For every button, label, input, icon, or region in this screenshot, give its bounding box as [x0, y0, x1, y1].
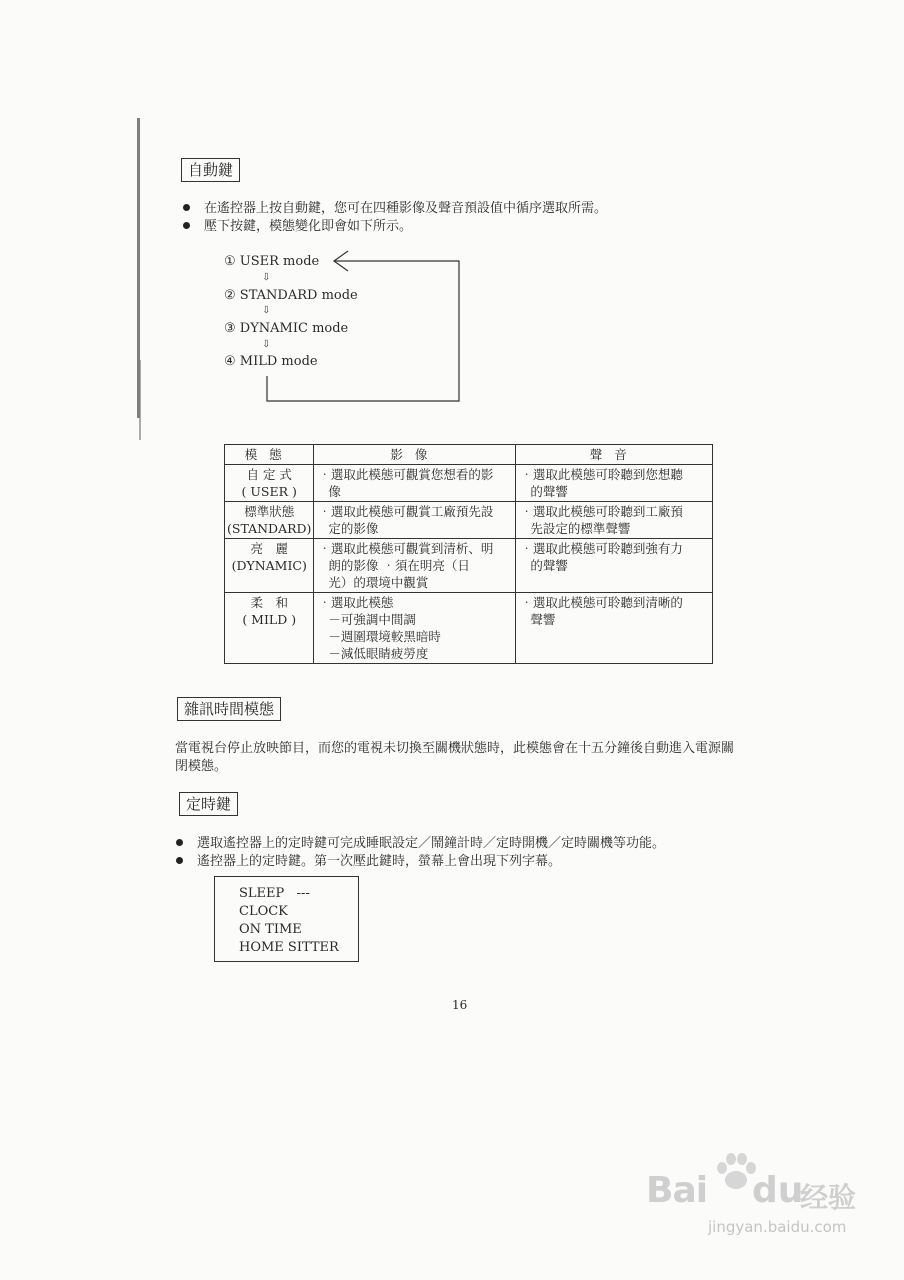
cell-line: 的聲響: [530, 558, 568, 573]
cycle-return-arrow-icon: [260, 250, 465, 405]
mode-name-en: ( MILD ): [242, 612, 297, 627]
table-header-row: [225, 445, 713, 465]
cell-line: －可強調中間調: [328, 612, 416, 627]
auto-key-bullet-1: [183, 201, 607, 217]
timer-screen-display: [214, 876, 359, 962]
cell-line: ‧選取此模態可聆聽到清晰的: [520, 595, 683, 610]
bullet-dot: [183, 204, 190, 211]
mode-cell: [225, 502, 314, 539]
cell-line: ‧選取此模態可觀賞到清析、明: [318, 541, 494, 556]
mode-name-en: (STANDARD): [227, 521, 312, 536]
watermark-url: jingyan.baidu.com: [708, 1218, 847, 1236]
watermark-logo-bai: Bai: [646, 1170, 708, 1211]
timer-key-bullet-1: [176, 836, 665, 852]
picture-cell: [314, 593, 516, 664]
mode-name: 亮 麗: [250, 541, 288, 556]
cell-line: 光）的環境中觀賞: [328, 575, 429, 590]
header-mode: 模態: [225, 445, 314, 465]
sound-cell: [516, 502, 713, 539]
picture-cell: [314, 502, 516, 539]
watermark-logo-cn: 经验: [800, 1181, 857, 1214]
cell-line: 先設定的標準聲響: [530, 521, 631, 536]
header-picture: 影像: [314, 445, 516, 465]
mode-standard: ② STANDARD mode: [224, 288, 358, 303]
screen-line-on-time: ON TIME: [239, 922, 302, 937]
bullet-text: 選取遙控器上的定時鍵可完成睡眠設定／鬧鐘計時／定時開機／定時關機等功能。: [197, 836, 666, 851]
mode-name-en: ( USER ): [241, 484, 297, 499]
mode-dynamic: ③ DYNAMIC mode: [224, 321, 349, 336]
sound-cell: [516, 593, 713, 664]
picture-cell: [314, 465, 516, 502]
mode-name: 柔 和: [250, 595, 288, 610]
noise-mode-heading: 雜訊時間模態: [177, 697, 281, 721]
screen-line-sleep: SLEEP ---: [239, 886, 310, 901]
cell-line: ‧選取此模態可觀賞工廠預先設: [318, 504, 494, 519]
bullet-text: 壓下按鍵，模態變化即會如下所示。: [204, 219, 413, 234]
watermark-logo-du: du: [752, 1170, 804, 1211]
mode-table: [224, 444, 713, 664]
mode-name: 自 定 式: [246, 467, 292, 482]
table-row: [225, 465, 713, 502]
sound-cell: [516, 465, 713, 502]
mode-user: ① USER mode: [224, 254, 320, 269]
table-row: [225, 593, 713, 664]
scan-edge-mark: [139, 360, 141, 440]
mode-mild: ④ MILD mode: [224, 354, 318, 369]
cell-line: ‧選取此模態可觀賞您想看的影: [318, 467, 494, 482]
bullet-text: 在遙控器上按自動鍵，您可在四種影像及聲音預設值中循序選取所需。: [204, 201, 608, 216]
auto-key-heading: 自動鍵: [181, 158, 240, 182]
timer-key-heading: 定時鍵: [179, 792, 238, 816]
mode-name: 標準狀態: [244, 504, 295, 519]
table-row: [225, 502, 713, 539]
bullet-text: 遙控器上的定時鍵。第一次壓此鍵時，螢幕上會出現下列字幕。: [197, 854, 562, 869]
picture-cell: [314, 539, 516, 593]
sound-cell: [516, 539, 713, 593]
bullet-dot: [176, 839, 183, 846]
screen-line-home-sitter: HOME SITTER: [239, 940, 339, 955]
page-number: 16: [452, 998, 468, 1012]
mode-name-en: (DYNAMIC): [231, 558, 307, 573]
cell-line: 定的影像: [328, 521, 379, 536]
cell-line: ‧選取此模態可聆聽到工廠預: [520, 504, 683, 519]
down-arrow-icon: ⇩: [262, 339, 271, 350]
down-arrow-icon: ⇩: [262, 305, 271, 316]
cell-line: 聲響: [530, 612, 556, 627]
timer-key-bullet-2: [176, 854, 561, 870]
cell-line: ‧選取此模態: [318, 595, 394, 610]
bullet-dot: [176, 857, 183, 864]
cell-line: ‧選取此模態可聆聽到強有力: [520, 541, 683, 556]
mode-cell: [225, 539, 314, 593]
mode-cell: [225, 593, 314, 664]
cell-line: ‧選取此模態可聆聽到您想聽: [520, 467, 683, 482]
down-arrow-icon: ⇩: [262, 272, 271, 283]
cell-line: 像: [328, 484, 341, 499]
bullet-dot: [183, 222, 190, 229]
cell-line: 的聲響: [530, 484, 568, 499]
noise-mode-paragraph: 當電視台停止放映節目，而您的電視未切換至關機狀態時，此模態會在十五分鐘後自動進入電源關閉模態。: [175, 741, 735, 774]
screen-line-clock: CLOCK: [239, 904, 288, 919]
mode-cell: [225, 465, 314, 502]
cell-line: －週圍環境較黑暗時: [328, 629, 441, 644]
cell-line: －減低眼睛疲勞度: [328, 646, 429, 661]
header-sound: 聲音: [516, 445, 713, 465]
table-row: [225, 539, 713, 593]
cell-line: 朗的影像 ‧須在明亮（日: [328, 558, 470, 573]
auto-key-bullet-2: [183, 219, 412, 235]
